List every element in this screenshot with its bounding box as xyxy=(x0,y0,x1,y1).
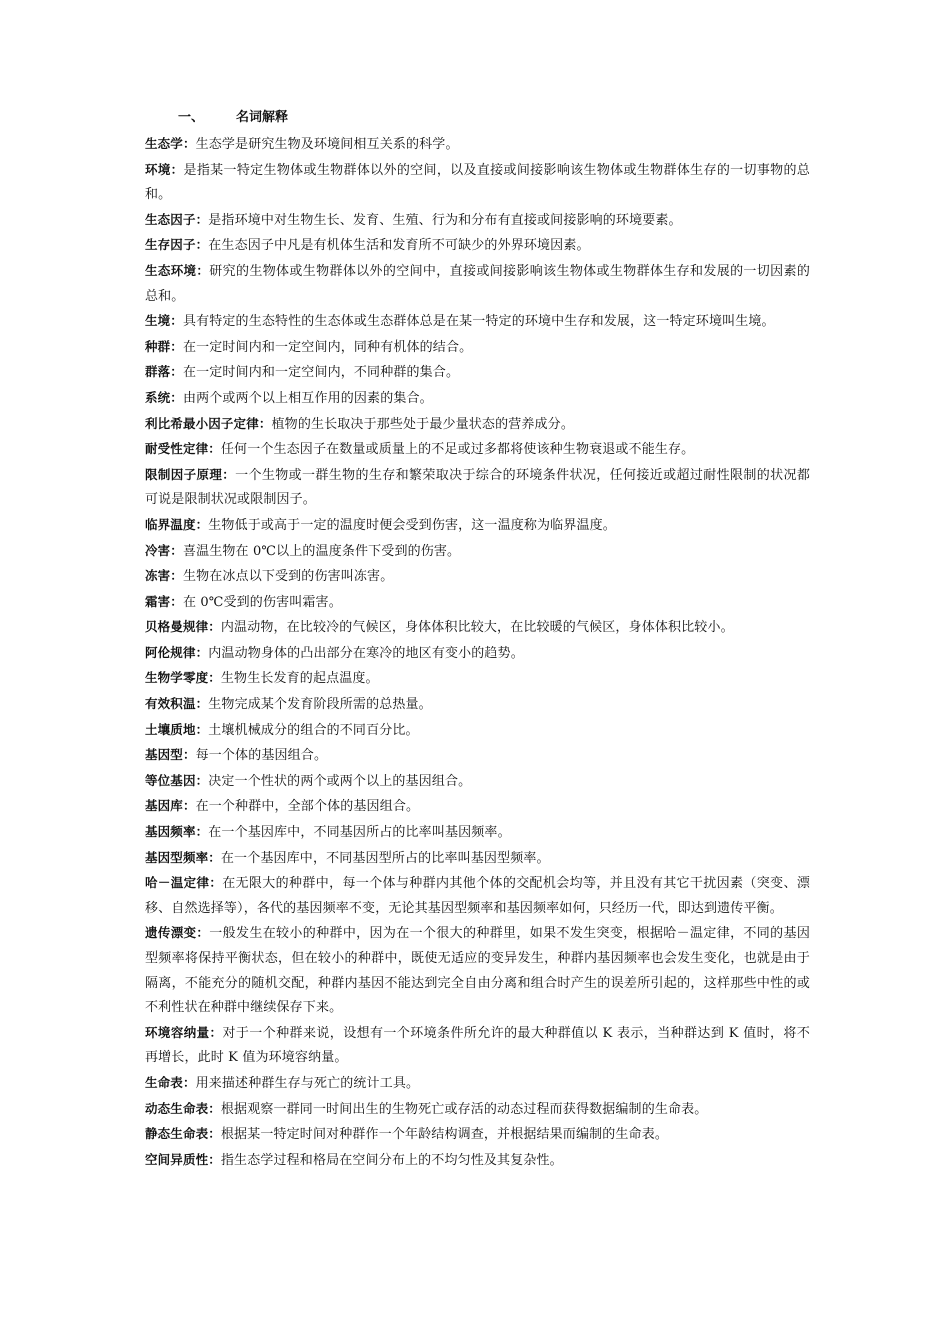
term-label: 贝格曼规律： xyxy=(145,619,221,635)
definition-entry xyxy=(145,615,810,641)
definition-text: 喜温生物在 0℃以上的温度条件下受到的伤害。 xyxy=(182,543,461,559)
definition-entry xyxy=(145,743,810,769)
definition-text: 在生态因子中凡是有机体生活和发育所不可缺少的外界环境因素。 xyxy=(208,238,590,254)
definition-entry xyxy=(145,769,810,795)
term-label: 生存因子： xyxy=(145,237,209,253)
section-number: 一、 xyxy=(178,110,205,125)
term-label: 限制因子原理： xyxy=(145,466,236,482)
term-label: 生态环境： xyxy=(145,262,210,278)
term-label: 有效积温： xyxy=(145,696,209,712)
definition-entry xyxy=(145,921,810,1020)
definition-entry xyxy=(145,208,810,234)
definition-text: 土壤机械成分的组合的不同百分比。 xyxy=(208,722,419,738)
definition-entry xyxy=(145,539,810,565)
definition-text: 由两个或两个以上相互作用的因素的集合。 xyxy=(182,390,433,406)
section-heading xyxy=(145,106,810,130)
definition-text: 在一定时间内和一定空间内，同种有机体的结合。 xyxy=(182,339,473,355)
definition-entry xyxy=(145,846,810,872)
definition-text: 任何一个生态因子在数量或质量上的不足或过多都将使该种生物衰退或不能生存。 xyxy=(220,442,695,458)
definition-entry xyxy=(145,412,810,438)
definition-text: 对于一个种群来说，设想有一个环境条件所允许的最大种群值以 K 表示，当种群达到 K 值时，将不再增长，此时 K 值为环境容纳量。 xyxy=(145,1025,810,1066)
definition-text: 研究的生物体或生物群体以外的空间中，直接或间接影响该生物体或生物群体生存和发展的一切因素的总和。 xyxy=(145,263,810,304)
definition-entry xyxy=(145,259,810,309)
definition-text: 每一个体的基因组合。 xyxy=(195,748,328,764)
definition-entry xyxy=(145,1148,810,1174)
term-label: 哈－温定律： xyxy=(145,875,223,891)
definition-entry xyxy=(145,360,810,386)
definition-text: 决定一个性状的两个或两个以上的基因组合。 xyxy=(208,773,472,789)
definition-text: 根据某一特定时间对种群作一个年龄结构调查，并根据结果而编制的生命表。 xyxy=(220,1127,669,1143)
term-label: 生境： xyxy=(145,313,183,329)
definition-text: 内温动物身体的凸出部分在寒冷的地区有变小的趋势。 xyxy=(208,645,524,661)
definition-text: 根据观察一群同一时间出生的生物死亡或存活的动态过程而获得数据编制的生命表。 xyxy=(220,1101,708,1117)
term-label: 生物学零度： xyxy=(145,670,221,686)
definition-entry xyxy=(145,513,810,539)
term-label: 临界温度： xyxy=(145,516,209,532)
term-label: 遗传漂变： xyxy=(145,925,210,941)
definition-text: 在一个基因库中，不同基因型所占的比率叫基因型频率。 xyxy=(220,850,550,866)
definition-entry xyxy=(145,564,810,590)
definition-entry xyxy=(145,641,810,667)
definition-text: 生物低于或高于一定的温度时便会受到伤害，这一温度称为临界温度。 xyxy=(208,517,616,533)
definition-entry xyxy=(145,871,810,921)
term-label: 霜害： xyxy=(145,593,183,609)
definition-entry xyxy=(145,794,810,820)
definition-text: 是指某一特定生物体或生物群体以外的空间，以及直接或间接影响该生物体或生物群体生存的一切事物的总和。 xyxy=(145,162,811,203)
definition-text: 具有特定的生态特性的生态体或生态群体总是在某一特定的环境中生存和发展，这一特定环境叫生境。 xyxy=(182,314,775,330)
document-page xyxy=(145,106,810,1173)
definition-entry xyxy=(145,463,810,513)
definition-text: 是指环境中对生物生长、发育、生殖、行为和分布有直接或间接影响的环境要素。 xyxy=(208,212,682,228)
term-label: 空间异质性： xyxy=(145,1151,221,1167)
definition-entry xyxy=(145,1122,810,1148)
definition-text: 一般发生在较小的种群中，因为在一个很大的种群里，如果不发生突变，根据哈－温定律，不同的基因型频率将保持平衡状态，但在较小的种群中，既使无适应的变异发生，种群内基因频率也会发生变化，也就是由于隔离，不能充分的随机交配，种群内基因不能达到完全自由分离和组合时产生的误差所引起的，这样那些中性的或不利性状在种群中继续保存下来。 xyxy=(145,926,810,1016)
definition-entry xyxy=(145,820,810,846)
term-label: 生态因子： xyxy=(145,211,209,227)
definition-entry xyxy=(145,718,810,744)
definition-text: 内温动物，在比较冷的气候区，身体体积比较大，在比较暖的气候区，身体体积比较小。 xyxy=(220,620,734,636)
term-label: 冻害： xyxy=(145,568,183,584)
term-label: 生态学： xyxy=(145,136,196,151)
term-label: 环境： xyxy=(145,161,184,177)
definition-entry xyxy=(145,309,810,335)
section-title: 名词解释 xyxy=(236,110,289,125)
definition-entry xyxy=(145,692,810,718)
definition-text: 生态学是研究生物及环境间相互关系的科学。 xyxy=(195,137,459,152)
definition-entry xyxy=(145,1097,810,1123)
term-label: 生命表： xyxy=(145,1074,196,1090)
definition-text: 在无限大的种群中，每一个体与种群内其他个体的交配机会均等，并且没有其它干扰因素（突变、漂移、自然选择等），各代的基因频率不变，无论其基因型频率和基因频率如何，只经历一代，即达到遗传平衡。 xyxy=(145,876,810,916)
definition-entry xyxy=(145,1071,810,1097)
definition-entry xyxy=(145,386,810,412)
definition-entry xyxy=(145,1021,810,1071)
term-label: 群落： xyxy=(145,364,183,380)
term-label: 种群： xyxy=(145,338,183,354)
definition-entry xyxy=(145,590,810,616)
term-label: 基因库： xyxy=(145,798,196,814)
definition-entry xyxy=(145,158,810,208)
definition-list xyxy=(145,132,810,1173)
definition-text: 生物生长发育的起点温度。 xyxy=(220,671,379,687)
definition-entry xyxy=(145,437,810,463)
definition-text: 植物的生长取决于那些处于最少量状态的营养成分。 xyxy=(271,416,574,432)
term-label: 利比希最小因子定律： xyxy=(145,415,272,431)
definition-text: 在一定时间内和一定空间内，不同种群的集合。 xyxy=(182,365,460,381)
definition-entry xyxy=(145,132,810,158)
definition-text: 一个生物或一群生物的生存和繁荣取决于综合的环境条件状况，任何接近或超过耐性限制的状况都可说是限制状况或限制因子。 xyxy=(145,467,810,508)
definition-entry xyxy=(145,666,810,692)
term-label: 基因频率： xyxy=(145,824,209,840)
definition-text: 生物在冰点以下受到的伤害叫冻害。 xyxy=(182,569,394,585)
definition-entry xyxy=(145,335,810,361)
term-label: 系统： xyxy=(145,389,183,405)
term-label: 阿伦规律： xyxy=(145,644,209,660)
definition-text: 在一个种群中，全部个体的基因组合。 xyxy=(195,799,420,815)
definition-entry xyxy=(145,233,810,259)
term-label: 环境容纳量： xyxy=(145,1024,223,1040)
definition-text: 生物完成某个发育阶段所需的总热量。 xyxy=(208,697,432,713)
term-label: 动态生命表： xyxy=(145,1100,221,1116)
term-label: 基因型频率： xyxy=(145,849,221,865)
term-label: 等位基因： xyxy=(145,772,209,788)
term-label: 耐受性定律： xyxy=(145,441,221,457)
definition-text: 指生态学过程和格局在空间分布上的不均匀性及其复杂性。 xyxy=(220,1152,563,1168)
term-label: 静态生命表： xyxy=(145,1126,221,1142)
definition-text: 用来描述种群生存与死亡的统计工具。 xyxy=(195,1075,420,1091)
definition-text: 在 0℃受到的伤害叫霜害。 xyxy=(182,594,342,610)
definition-text: 在一个基因库中，不同基因所占的比率叫基因频率。 xyxy=(208,825,511,841)
term-label: 基因型： xyxy=(145,747,196,763)
term-label: 土壤质地： xyxy=(145,721,209,737)
term-label: 冷害： xyxy=(145,542,183,558)
